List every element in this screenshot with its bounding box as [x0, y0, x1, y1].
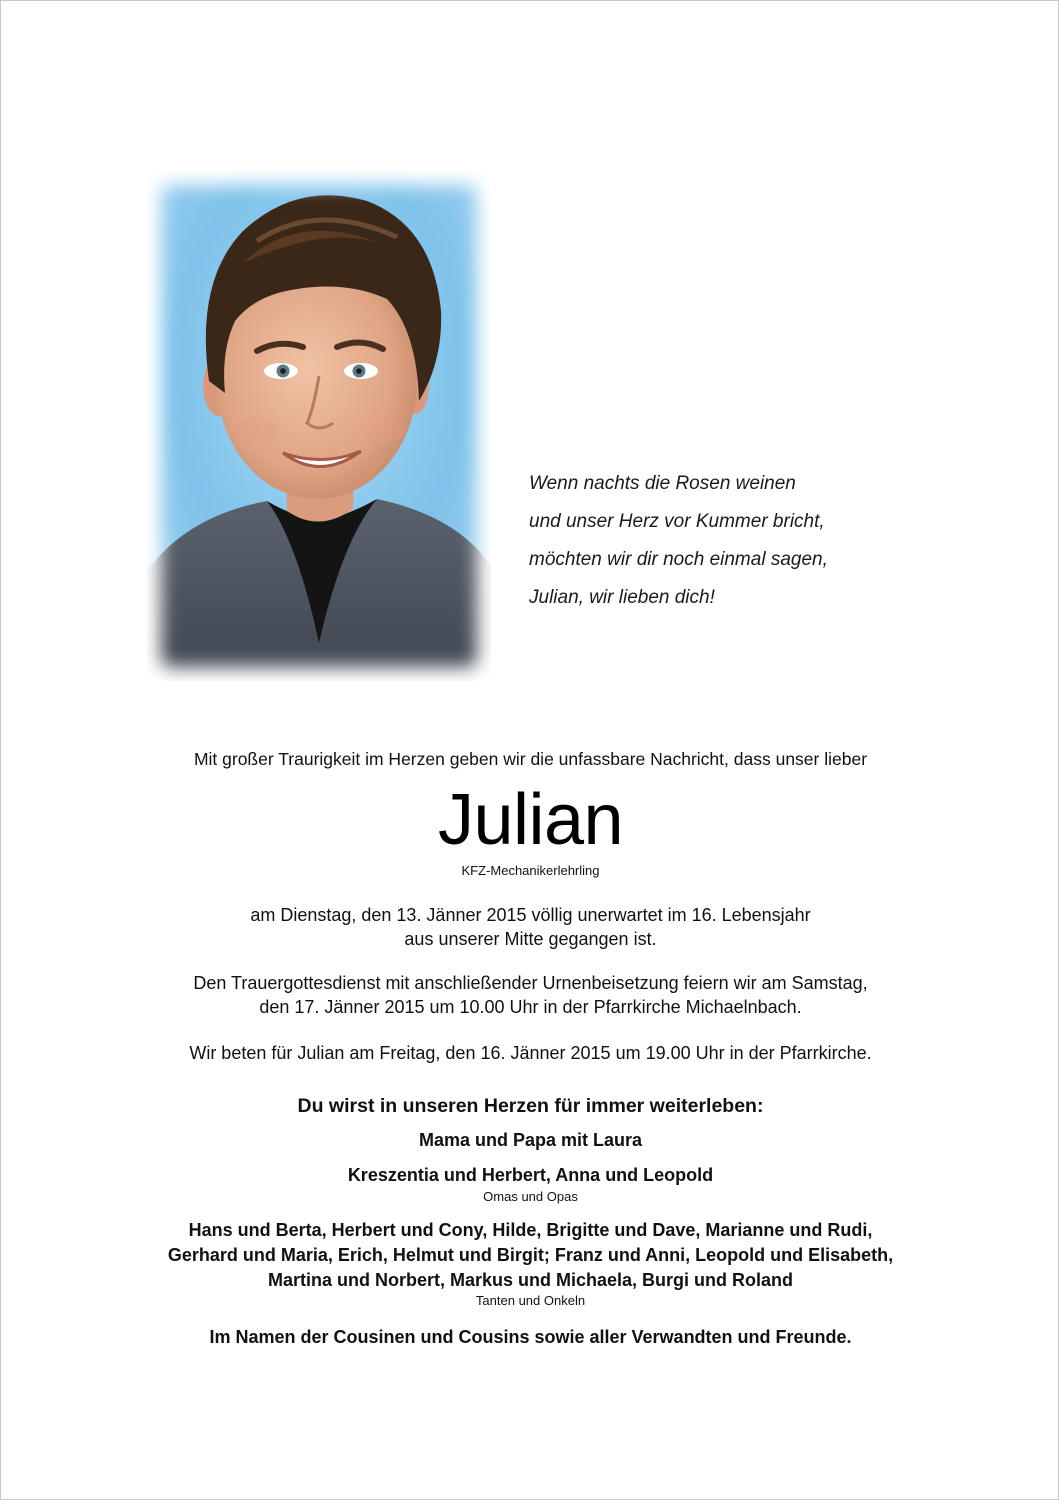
mourners-relatives: [1, 1218, 1059, 1293]
relatives-label: Tanten und Onkeln: [475, 1293, 586, 1308]
death-notice-line: am Dienstag, den 13. Jänner 2015 völlig unerwartet im 16. Lebensjahr: [250, 905, 811, 925]
mourners-parents: Mama und Papa mit Laura: [418, 1130, 643, 1150]
poem-line: Wenn nachts die Rosen weinen: [529, 473, 796, 494]
closing-line: Im Namen der Cousinen und Cousins sowie aller Verwandten und Freunde.: [209, 1327, 852, 1347]
prayer-notice: Wir beten für Julian am Freitag, den 16. Jänner 2015 um 19.00 Uhr in der Pfarrkirche.: [189, 1043, 872, 1063]
memorial-poem: [529, 465, 949, 617]
poem-line: und unser Herz vor Kummer bricht,: [529, 511, 825, 532]
relatives-line: Martina und Norbert, Markus und Michaela, Burgi und Roland: [267, 1270, 794, 1290]
deceased-occupation: KFZ-Mechanikerlehrling: [461, 863, 600, 878]
poem-line: Julian, wir lieben dich!: [529, 587, 715, 608]
portrait-photo: [147, 171, 491, 681]
death-notice-line: aus unserer Mitte gegangen ist.: [404, 929, 657, 949]
announcement-intro: Mit großer Traurigkeit im Herzen geben wir die unfassbare Nachricht, dass unser lieber: [193, 749, 868, 769]
relatives-line: Gerhard und Maria, Erich, Helmut und Birgit; Franz und Anni, Leopold und Elisabeth,: [167, 1245, 894, 1265]
funeral-service-notice: [1, 971, 1059, 1019]
farewell-heading: Du wirst in unseren Herzen für immer weiterleben:: [297, 1095, 764, 1117]
grandparents-label: Omas und Opas: [483, 1189, 578, 1204]
relatives-line: Hans und Berta, Herbert und Cony, Hilde, Brigitte und Dave, Marianne und Rudi,: [188, 1220, 873, 1240]
mourners-grandparents: Kreszentia und Herbert, Anna und Leopold: [347, 1165, 714, 1185]
deceased-name: Julian: [437, 780, 624, 860]
poem-line: möchten wir dir noch einmal sagen,: [529, 549, 828, 570]
death-notice: [1, 903, 1059, 951]
service-notice-line: Den Trauergottesdienst mit anschließender Urnenbeisetzung feiern wir am Samstag,: [193, 973, 868, 993]
service-notice-line: den 17. Jänner 2015 um 10.00 Uhr in der Pfarrkirche Michaelnbach.: [259, 997, 802, 1017]
